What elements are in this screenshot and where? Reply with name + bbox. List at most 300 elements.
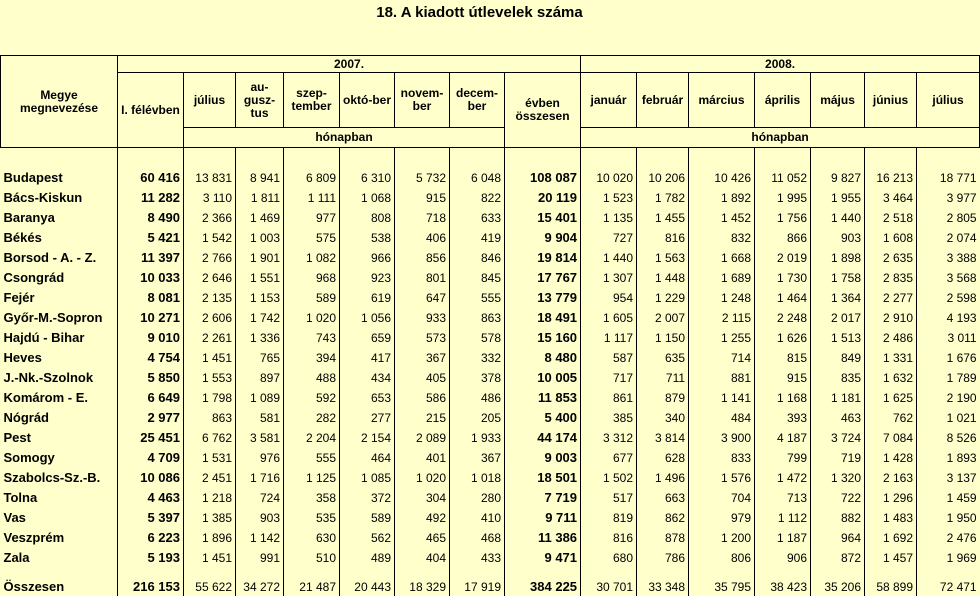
month-2007-value: 801: [395, 268, 450, 288]
month-2008-value: 1 969: [946, 550, 977, 565]
month-2008-header: május: [811, 73, 865, 128]
month-2007-value: 405: [395, 368, 450, 388]
month-2007-value: 535: [284, 508, 340, 528]
table-row: [1, 228, 980, 248]
month-2008-value: 1 898: [811, 248, 865, 268]
month-2007-value: 404: [395, 548, 450, 568]
month-2008-value: 35 795: [689, 568, 755, 596]
month-2007-value: 863: [450, 308, 505, 328]
h1-value: 10 033: [118, 268, 184, 288]
month-2008-value: 517: [581, 488, 637, 508]
table-row: [1, 188, 980, 208]
month-2007-value: 465: [395, 528, 450, 548]
month-2007-value: 394: [284, 348, 340, 368]
month-2008-value: 1 296: [865, 488, 917, 508]
month-2008-value: 1 307: [581, 268, 637, 288]
month-2008-value: 2 910: [865, 308, 917, 328]
spacer-cell: [811, 148, 865, 168]
month-2007-value: 358: [284, 488, 340, 508]
month-2007-value: 1 896: [184, 528, 236, 548]
month-2007-value: 1 531: [184, 448, 236, 468]
month-2008-value: 1 229: [637, 288, 689, 308]
year-total-value: 10 005: [505, 368, 581, 388]
month-2008-value: 862: [637, 508, 689, 528]
month-2007-value: 417: [340, 348, 395, 368]
region-name: Pest: [1, 428, 118, 448]
month-2007-value: 743: [284, 328, 340, 348]
month-2008-value: 1 117: [581, 328, 637, 348]
month-2007-value: 55 622: [184, 568, 236, 596]
month-2007-value: 1 798: [184, 388, 236, 408]
region-name: Vas: [1, 508, 118, 528]
month-2007-value: 3 581: [236, 428, 284, 448]
month-2008-value: 1 513: [811, 328, 865, 348]
table-row: [1, 388, 980, 408]
table-row: [1, 308, 980, 328]
month-2008-value: 58 899: [865, 568, 917, 596]
month-2007-value: 933: [395, 308, 450, 328]
year-total-value: 18 491: [505, 308, 581, 328]
month-2008-value: 2 598: [946, 290, 977, 305]
spacer-cell: [865, 148, 917, 168]
region-name: Zala: [1, 548, 118, 568]
month-2007-value: 406: [395, 228, 450, 248]
month-2008-value: 1 626: [755, 328, 811, 348]
month-2007-value: 304: [395, 488, 450, 508]
month-2007-value: 578: [450, 328, 505, 348]
month-2008-value: 861: [581, 388, 637, 408]
month-2008-value: 2 518: [865, 208, 917, 228]
month-2008-value: 4 187: [755, 428, 811, 448]
spacer-cell: [1, 148, 118, 168]
month-2008-value: 2 835: [865, 268, 917, 288]
month-2008-value: 2 805: [946, 210, 977, 225]
month-2007-value: 1 068: [340, 188, 395, 208]
month-2008-value: 881: [689, 368, 755, 388]
month-2007-value: 488: [284, 368, 340, 388]
month-2008-value: 2 476: [946, 530, 977, 545]
year-2008-header: 2008.: [581, 56, 980, 73]
month-2008-value: 7 084: [865, 428, 917, 448]
month-2007-value: 1 716: [236, 468, 284, 488]
month-2007-value: 1 901: [236, 248, 284, 268]
region-name: Somogy: [1, 448, 118, 468]
month-2008-value: 2 486: [865, 328, 917, 348]
month-2008-value: 10 426: [689, 168, 755, 188]
month-2007-value: 1 125: [284, 468, 340, 488]
month-2007-value: 2 766: [184, 248, 236, 268]
month-2007-value: 6 310: [340, 168, 395, 188]
month-2008-value: 30 701: [581, 568, 637, 596]
month-2008-value: 2 115: [689, 308, 755, 328]
total-row: [1, 568, 980, 596]
month-2008-value: 849: [811, 348, 865, 368]
region-name: J.-Nk.-Szolnok: [1, 368, 118, 388]
region-name: Csongrád: [1, 268, 118, 288]
month-2007-value: 647: [395, 288, 450, 308]
region-name: Békés: [1, 228, 118, 248]
h1-value: 2 977: [118, 408, 184, 428]
year-total-value: 5 400: [505, 408, 581, 428]
month-2007-value: 2 135: [184, 288, 236, 308]
table-row: [1, 168, 980, 188]
month-2007-value: 863: [184, 408, 236, 428]
h1-value: 216 153: [118, 568, 184, 596]
monthly-label-2007: hónapban: [184, 128, 505, 148]
month-2007-value: 808: [340, 208, 395, 228]
month-2008-value: 1 428: [865, 448, 917, 468]
month-2007-value: 1 082: [284, 248, 340, 268]
month-2008-value: 340: [637, 408, 689, 428]
month-2008-value: 1 459: [946, 490, 977, 505]
h1-value: 5 193: [118, 548, 184, 568]
month-2008-header: január: [581, 73, 637, 128]
month-2008-value: 680: [581, 548, 637, 568]
month-2008-value: 1 608: [865, 228, 917, 248]
month-2007-value: 434: [340, 368, 395, 388]
month-2008-value: 915: [755, 368, 811, 388]
spacer-row: [1, 148, 980, 168]
month-2008-value: 799: [755, 448, 811, 468]
month-2007-value: 1 153: [236, 288, 284, 308]
spacer-cell: [236, 148, 284, 168]
month-2008-value: 832: [689, 228, 755, 248]
month-2008-value: 1 892: [689, 188, 755, 208]
passport-table: [0, 55, 980, 596]
month-2008-value: 72 471: [939, 579, 977, 594]
h1-value: 6 649: [118, 388, 184, 408]
month-2007-value: 1 085: [340, 468, 395, 488]
month-2008-value: 628: [637, 448, 689, 468]
month-2008-value: 587: [581, 348, 637, 368]
month-2007-value: 555: [450, 288, 505, 308]
spacer-cell: [395, 148, 450, 168]
h1-header: I. félévben: [118, 73, 184, 148]
month-2007-value: 1 003: [236, 228, 284, 248]
region-name: Baranya: [1, 208, 118, 228]
month-2008-value: 819: [581, 508, 637, 528]
month-2008-header: február: [637, 73, 689, 128]
h1-value: 9 010: [118, 328, 184, 348]
month-2007-value: 378: [450, 368, 505, 388]
table-title: 18. A kiadott útlevelek száma: [376, 4, 583, 21]
month-2008-value: 1 135: [581, 208, 637, 228]
month-2007-value: 433: [450, 548, 505, 568]
month-2008-value: 10 206: [637, 168, 689, 188]
month-2008-value: 719: [811, 448, 865, 468]
month-2008-value: 1 576: [689, 468, 755, 488]
month-2008-value: 1 756: [755, 208, 811, 228]
month-2007-value: 724: [236, 488, 284, 508]
month-2008-header: március: [689, 73, 755, 128]
month-2008-header: július: [917, 73, 980, 128]
month-2008-value: 1 668: [689, 248, 755, 268]
month-2008-value: 2 017: [811, 308, 865, 328]
year-total-value: 9 904: [505, 228, 581, 248]
month-2008-value: 1 021: [946, 410, 977, 425]
month-2007-value: 6 048: [450, 168, 505, 188]
month-2008-value: 2 248: [755, 308, 811, 328]
month-2007-value: 1 933: [450, 428, 505, 448]
month-2007-value: 468: [450, 528, 505, 548]
month-2008-value: 1 563: [637, 248, 689, 268]
month-2007-header: decem-ber: [450, 73, 505, 128]
month-2007-value: 846: [450, 248, 505, 268]
h1-value: 5 421: [118, 228, 184, 248]
table-row: [1, 268, 980, 288]
month-2008-value: 1 625: [865, 388, 917, 408]
spacer-cell: [450, 148, 505, 168]
month-2008-value: 393: [755, 408, 811, 428]
table-row: [1, 408, 980, 428]
region-name: Budapest: [1, 168, 118, 188]
spacer-cell: [505, 148, 581, 168]
month-2007-value: 630: [284, 528, 340, 548]
month-2007-header: szep-tember: [284, 73, 340, 128]
month-2008-value: 878: [637, 528, 689, 548]
month-2007-value: 1 142: [236, 528, 284, 548]
month-2007-value: 581: [236, 408, 284, 428]
month-2008-value: 1 248: [689, 288, 755, 308]
month-2008-value: 1 141: [689, 388, 755, 408]
month-2007-value: 1 469: [236, 208, 284, 228]
month-2007-value: 410: [450, 508, 505, 528]
year-total-value: 9 711: [505, 508, 581, 528]
month-2007-header: au-gusz-tus: [236, 73, 284, 128]
year-total-value: 44 174: [505, 428, 581, 448]
table-row: [1, 368, 980, 388]
month-2008-value: 1 455: [637, 208, 689, 228]
month-2007-value: 718: [395, 208, 450, 228]
year-total-value: 7 719: [505, 488, 581, 508]
spacer-cell: [284, 148, 340, 168]
month-2007-value: 2 451: [184, 468, 236, 488]
month-2008-value: 11 052: [755, 168, 811, 188]
month-2008-value: 1 150: [637, 328, 689, 348]
month-2008-value: 833: [689, 448, 755, 468]
month-2008-value: 3 977: [946, 190, 977, 205]
region-name: Fejér: [1, 288, 118, 308]
h1-value: 4 463: [118, 488, 184, 508]
month-2007-value: 966: [340, 248, 395, 268]
month-2008-value: 2 074: [946, 230, 977, 245]
spacer-cell: [755, 148, 811, 168]
month-2007-value: 659: [340, 328, 395, 348]
spacer-cell: [184, 148, 236, 168]
month-2008-value: 38 423: [755, 568, 811, 596]
month-2007-value: 903: [236, 508, 284, 528]
month-2007-value: 977: [284, 208, 340, 228]
month-2008-header: június: [865, 73, 917, 128]
year-total-value: 13 779: [505, 288, 581, 308]
month-2008-value: 635: [637, 348, 689, 368]
month-2007-value: 1 056: [340, 308, 395, 328]
region-name: Borsod - A. - Z.: [1, 248, 118, 268]
region-name: Komárom - E.: [1, 388, 118, 408]
month-2008-value: 1 676: [946, 350, 977, 365]
month-2007-value: 6 809: [284, 168, 340, 188]
month-2008-value: 1 523: [581, 188, 637, 208]
h1-value: 11 397: [118, 248, 184, 268]
month-2008-value: 1 200: [689, 528, 755, 548]
month-2007-value: 1 218: [184, 488, 236, 508]
month-2008-value: 3 568: [946, 270, 977, 285]
month-2008-value: 3 388: [946, 250, 977, 265]
month-2007-value: 589: [284, 288, 340, 308]
year-total-value: 384 225: [505, 568, 581, 596]
month-2007-value: 5 732: [395, 168, 450, 188]
month-2008-value: 35 206: [811, 568, 865, 596]
month-2008-value: 1 758: [811, 268, 865, 288]
month-2008-value: 1 464: [755, 288, 811, 308]
month-2008-value: 1 692: [865, 528, 917, 548]
month-2008-value: 1 955: [811, 188, 865, 208]
month-2008-value: 3 900: [689, 428, 755, 448]
month-2008-value: 1 181: [811, 388, 865, 408]
table-row: [1, 448, 980, 468]
month-2007-value: 6 762: [184, 428, 236, 448]
month-2008-value: 816: [581, 528, 637, 548]
month-2008-value: 786: [637, 548, 689, 568]
month-2007-value: 1 542: [184, 228, 236, 248]
month-2007-value: 592: [284, 388, 340, 408]
month-2007-value: 856: [395, 248, 450, 268]
month-2007-value: 2 089: [395, 428, 450, 448]
month-2007-value: 2 261: [184, 328, 236, 348]
h1-value: 5 397: [118, 508, 184, 528]
month-2007-value: 372: [340, 488, 395, 508]
month-2007-value: 968: [284, 268, 340, 288]
h1-value: 4 709: [118, 448, 184, 468]
month-2007-value: 215: [395, 408, 450, 428]
region-name: Veszprém: [1, 528, 118, 548]
month-2007-value: 991: [236, 548, 284, 568]
month-2008-value: 954: [581, 288, 637, 308]
month-2007-value: 619: [340, 288, 395, 308]
month-2008-value: 3 011: [947, 330, 977, 345]
month-2007-value: 589: [340, 508, 395, 528]
month-2007-value: 13 831: [184, 168, 236, 188]
month-2008-value: 1 483: [865, 508, 917, 528]
month-2007-value: 34 272: [236, 568, 284, 596]
month-2008-value: 1 187: [755, 528, 811, 548]
month-2008-value: 1 168: [755, 388, 811, 408]
year-total-header: évben összesen: [505, 73, 581, 148]
year-total-value: 18 501: [505, 468, 581, 488]
spacer-cell: [581, 148, 637, 168]
month-2008-value: 463: [811, 408, 865, 428]
month-2008-value: 3 724: [811, 428, 865, 448]
month-2007-value: 1 089: [236, 388, 284, 408]
month-2008-value: 872: [811, 548, 865, 568]
month-2008-value: 3 814: [637, 428, 689, 448]
month-2008-value: 2 163: [865, 468, 917, 488]
year-total-value: 20 119: [505, 188, 581, 208]
month-2007-value: 845: [450, 268, 505, 288]
month-2008-value: 835: [811, 368, 865, 388]
month-2007-value: 277: [340, 408, 395, 428]
h1-value: 11 282: [118, 188, 184, 208]
month-2008-value: 3 312: [581, 428, 637, 448]
month-2007-value: 1 020: [395, 468, 450, 488]
year-total-value: 15 160: [505, 328, 581, 348]
table-row: [1, 428, 980, 448]
month-2007-value: 1 451: [184, 348, 236, 368]
month-2007-value: 280: [450, 488, 505, 508]
month-2008-value: 713: [755, 488, 811, 508]
region-header: Megye megnevezése: [1, 56, 118, 148]
table-row: [1, 488, 980, 508]
month-2007-value: 586: [395, 388, 450, 408]
month-2008-value: 1 893: [946, 450, 977, 465]
spacer-cell: [118, 148, 184, 168]
month-2008-value: 1 448: [637, 268, 689, 288]
month-2007-value: 573: [395, 328, 450, 348]
region-name: Összesen: [1, 568, 118, 596]
month-2008-value: 1 689: [689, 268, 755, 288]
month-2007-value: 486: [450, 388, 505, 408]
month-2008-value: 1 364: [811, 288, 865, 308]
table-row: [1, 288, 980, 308]
month-2008-value: 9 827: [811, 168, 865, 188]
month-2007-value: 538: [340, 228, 395, 248]
month-2007-value: 976: [236, 448, 284, 468]
year-2007-header: 2007.: [118, 56, 581, 73]
month-2007-value: 492: [395, 508, 450, 528]
month-2007-value: 205: [450, 408, 505, 428]
month-2008-value: 2 190: [946, 390, 977, 405]
month-2008-value: 906: [755, 548, 811, 568]
month-2007-value: 1 020: [284, 308, 340, 328]
month-2008-value: 677: [581, 448, 637, 468]
month-2007-value: 2 646: [184, 268, 236, 288]
month-2007-value: 419: [450, 228, 505, 248]
month-2007-value: 2 204: [284, 428, 340, 448]
month-2008-value: 33 348: [637, 568, 689, 596]
spacer-cell: [689, 148, 755, 168]
year-total-value: 19 814: [505, 248, 581, 268]
month-2008-value: 704: [689, 488, 755, 508]
h1-value: 10 271: [118, 308, 184, 328]
month-2008-value: 879: [637, 388, 689, 408]
month-2008-value: 663: [637, 488, 689, 508]
month-2008-value: 1 502: [581, 468, 637, 488]
month-2007-value: 401: [395, 448, 450, 468]
month-2007-header: októ-ber: [340, 73, 395, 128]
month-2007-value: 332: [450, 348, 505, 368]
month-2007-value: 897: [236, 368, 284, 388]
h1-value: 8 490: [118, 208, 184, 228]
table-row: [1, 348, 980, 368]
month-2007-value: 765: [236, 348, 284, 368]
h1-value: 10 086: [118, 468, 184, 488]
month-2008-value: 1 452: [689, 208, 755, 228]
region-name: Hajdú - Bihar: [1, 328, 118, 348]
table-row: [1, 248, 980, 268]
month-2007-value: 1 451: [184, 548, 236, 568]
month-2008-value: 762: [865, 408, 917, 428]
year-total-value: 108 087: [505, 168, 581, 188]
h1-value: 5 850: [118, 368, 184, 388]
year-total-value: 15 401: [505, 208, 581, 228]
month-2007-value: 1 811: [236, 188, 284, 208]
month-2007-value: 1 336: [236, 328, 284, 348]
month-2008-value: 1 457: [865, 548, 917, 568]
h1-value: 6 223: [118, 528, 184, 548]
table-row: [1, 528, 980, 548]
month-2007-value: 1 018: [450, 468, 505, 488]
h1-value: 8 081: [118, 288, 184, 308]
